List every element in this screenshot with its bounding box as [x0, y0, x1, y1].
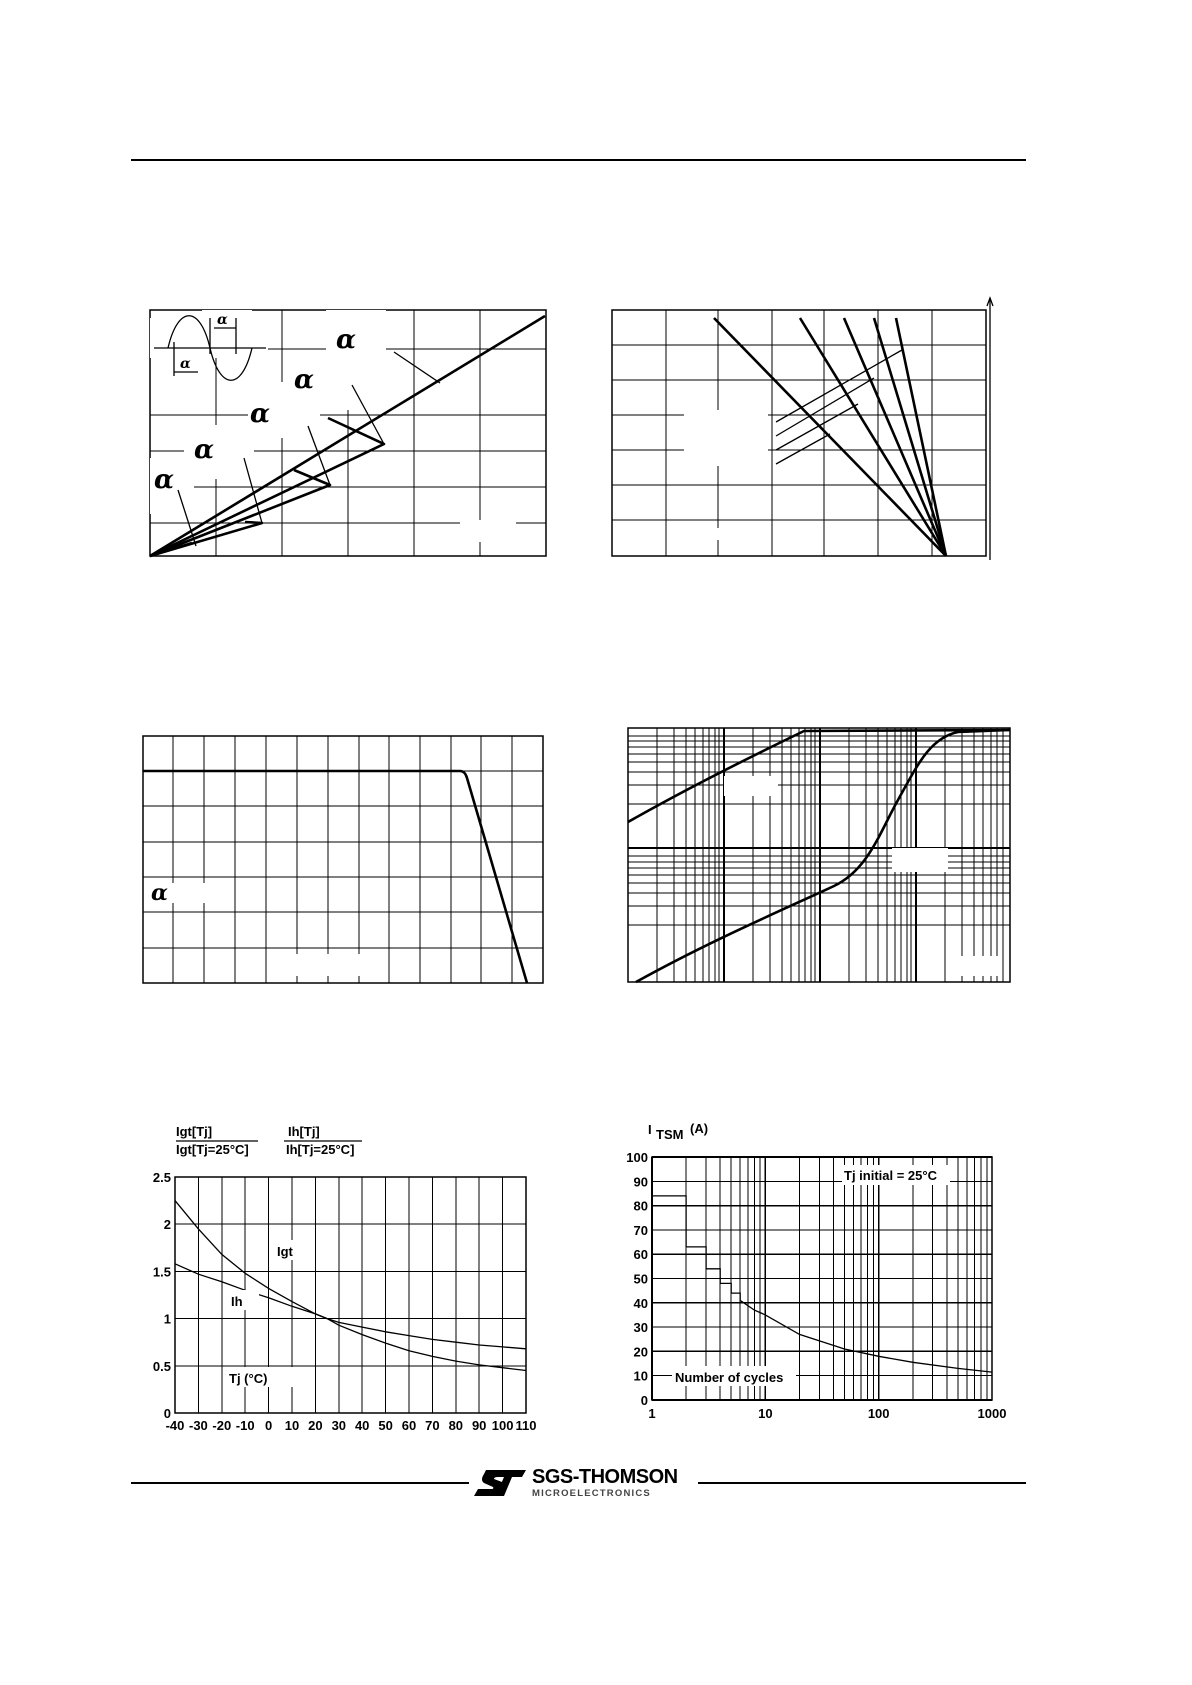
y-tick-label: 0 — [640, 1393, 648, 1408]
figure-6-xlabel: Number of cycles — [675, 1370, 784, 1385]
figure-3-current-derating — [143, 736, 543, 986]
x-tick-label: 70 — [425, 1418, 440, 1433]
x-tick-label: -40 — [165, 1418, 185, 1433]
series-line-itsm — [652, 1196, 992, 1372]
x-tick-label: -20 — [212, 1418, 232, 1433]
alpha-label: α — [151, 880, 168, 906]
alpha-label-90: α — [250, 399, 271, 429]
brand-subtitle: MICROELECTRONICS — [532, 1488, 651, 1499]
x-tick-label: 10 — [284, 1418, 300, 1433]
x-tick-label: 1 — [648, 1406, 656, 1421]
x-tick-label: 1000 — [977, 1406, 1007, 1421]
figure-4-grid — [628, 728, 1010, 982]
ylabel-igt-denominator: Igt[Tj=25°C] — [176, 1142, 249, 1157]
y-tick-label: 50 — [633, 1271, 648, 1287]
x-tick-label: 80 — [448, 1418, 464, 1433]
x-tick-label: -30 — [189, 1418, 208, 1433]
x-tick-label: 110 — [515, 1418, 537, 1433]
alpha-label-120: α — [294, 365, 315, 395]
figure-6-y-ticks — [626, 1150, 648, 1408]
header-rule — [131, 159, 1026, 161]
ylabel-ih-denominator: Ih[Tj=25°C] — [286, 1142, 355, 1157]
x-tick-label: 90 — [471, 1418, 487, 1433]
y-tick-label: 20 — [633, 1344, 648, 1360]
x-tick-label: 0 — [264, 1418, 273, 1433]
y-tick-label: 80 — [633, 1198, 648, 1214]
footer-rule-right — [698, 1482, 1026, 1484]
y-tick-label: 1 — [163, 1311, 171, 1327]
y-tick-label: 60 — [633, 1247, 648, 1263]
figure-6-series — [652, 1196, 992, 1372]
y-tick-label: 2 — [163, 1217, 171, 1233]
figure-6-grid — [652, 1157, 992, 1400]
figure-3-grid — [143, 736, 543, 983]
series-line-igt — [175, 1201, 526, 1371]
brand-name: SGS-THOMSON — [532, 1466, 678, 1488]
ylabel-itsm-unit: (A) — [690, 1121, 709, 1136]
st-logo-mark — [472, 1468, 528, 1498]
ylabel-itsm-sub: TSM — [656, 1127, 684, 1142]
series-line-ih — [175, 1264, 526, 1349]
figure-5-x-ticks — [166, 1418, 537, 1433]
series-label-ih: Ih — [231, 1294, 243, 1309]
y-tick-label: 40 — [633, 1295, 648, 1311]
y-tick-label: 0 — [163, 1406, 171, 1421]
x-tick-label: 100 — [491, 1418, 514, 1433]
y-tick-label: 10 — [633, 1368, 648, 1384]
x-tick-label: 50 — [378, 1418, 393, 1433]
figure-5-chart — [140, 1114, 550, 1433]
figure-6-x-ticks — [648, 1406, 1006, 1421]
ylabel-itsm-main: I — [648, 1122, 652, 1137]
inset-alpha-1: α — [180, 356, 191, 372]
company-logo — [470, 1466, 692, 1500]
alpha-label-180: α — [336, 325, 357, 355]
footer-rule-left — [131, 1482, 469, 1484]
y-tick-label: 0.5 — [152, 1358, 171, 1374]
figure-5-ylabel — [176, 1124, 362, 1157]
y-tick-label: 2.5 — [152, 1170, 171, 1185]
series-label-igt: Igt — [277, 1244, 293, 1259]
x-tick-label: 60 — [401, 1418, 417, 1433]
figure-6-chart — [620, 1114, 1020, 1426]
alpha-label-30: α — [154, 465, 175, 495]
alpha-label-60: α — [194, 435, 215, 465]
figure-1-power-dissipation — [150, 310, 546, 558]
x-tick-label: 10 — [758, 1406, 773, 1421]
y-tick-label: 90 — [633, 1174, 648, 1190]
figure-5-y-ticks — [153, 1170, 171, 1421]
y-tick-label: 1.5 — [152, 1264, 171, 1280]
x-tick-label: 100 — [867, 1406, 890, 1421]
figure-5-xlabel: Tj (°C) — [229, 1371, 268, 1386]
y-tick-label: 30 — [633, 1320, 648, 1336]
y-tick-label: 100 — [626, 1150, 648, 1165]
x-tick-label: 30 — [331, 1418, 347, 1433]
x-tick-label: 20 — [308, 1418, 323, 1433]
tj-initial-annotation: Tj initial = 25°C — [844, 1168, 937, 1183]
ylabel-igt-numerator: Igt[Tj] — [176, 1124, 213, 1139]
ylabel-ih-numerator: Ih[Tj] — [288, 1124, 320, 1139]
figure-4-thermal-impedance — [628, 728, 1010, 984]
inset-alpha-2: α — [217, 312, 228, 328]
figure-2-case-temperature — [612, 298, 996, 560]
figure-5-series — [175, 1201, 526, 1371]
x-tick-label: 40 — [354, 1418, 370, 1433]
x-tick-label: -10 — [235, 1418, 255, 1433]
y-tick-label: 70 — [633, 1222, 648, 1238]
